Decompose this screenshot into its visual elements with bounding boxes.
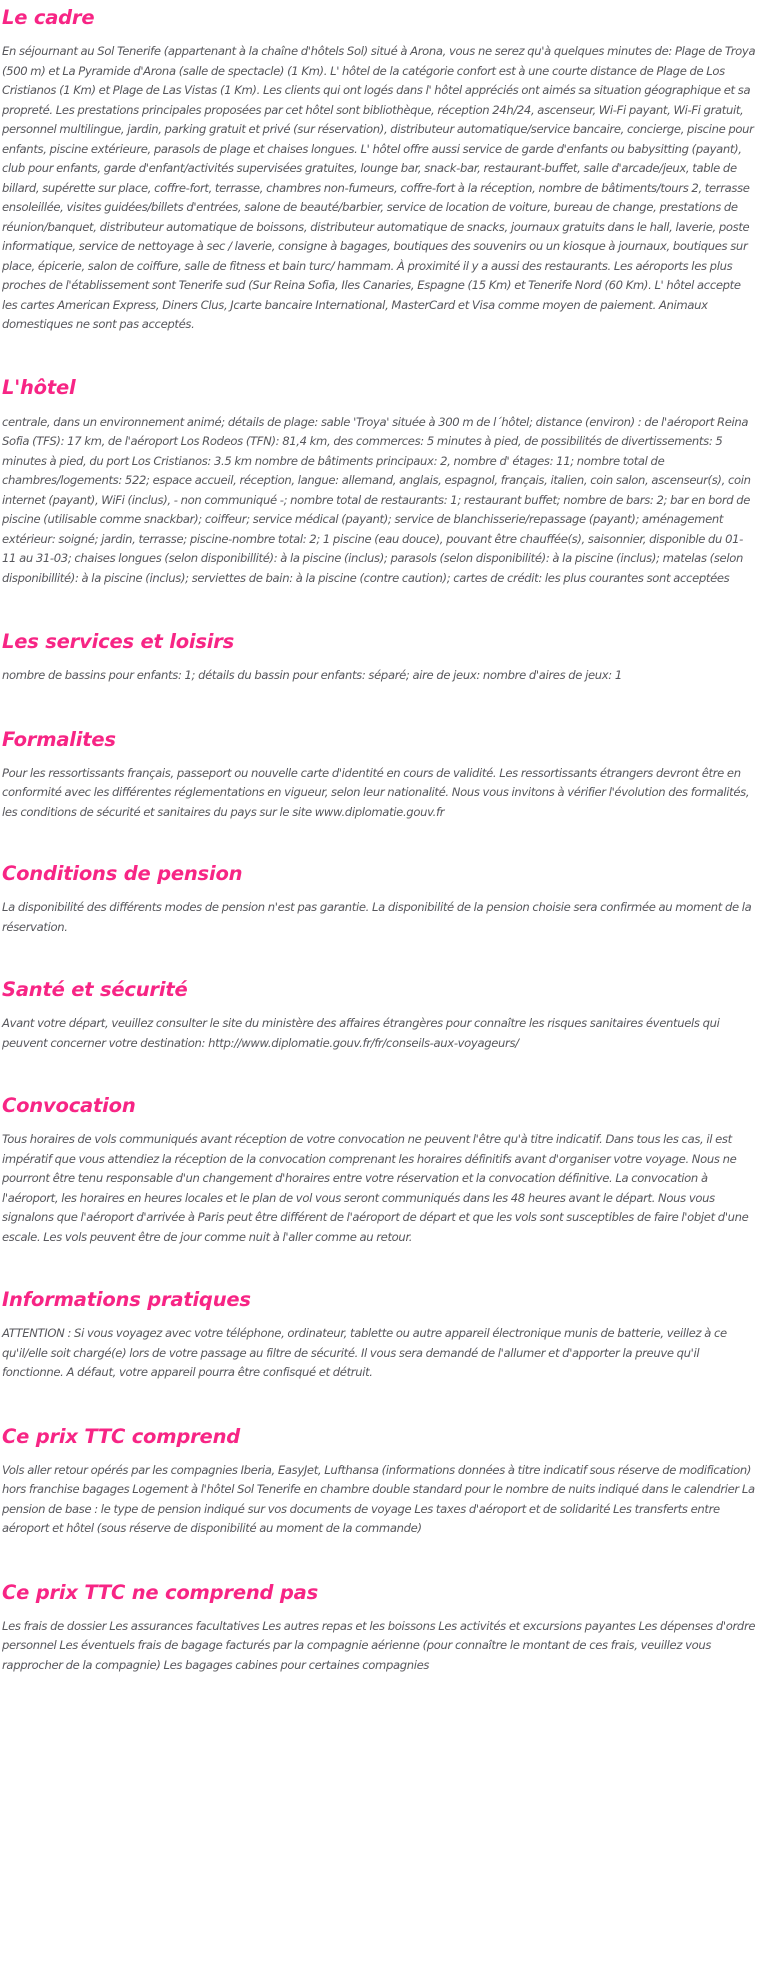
section-informations-pratiques: [2, 1247, 756, 1383]
section-body-l-hotel: centrale, dans un environnement animé; détails de plage: sable 'Troya' située à 300 m de l´hôtel; distance (environ) : de l'aéroport Reina Sofia (TFS): 17 km, de l'aéroport Los Rodeos (TFN): 81,4 km, des commerces: 5 minutes à pied, de possibilités de divertissements: 5 minutes à pied, du port Los Cristianos: 3.5 km nombre de bâtiments principaux: 2, nombre d' étages: 11; nombre total de chambres/logements: 522; espace accueil, réception, langue: allemand, anglais, espagnol, français, italien, coin salon, ascenseur(s), coin internet (payant), WiFi (inclus), - non communiqué -; nombre total de restaurants: 1; restaurant buffet; nombre de bars: 2; bar en bord de piscine (utilisable comme snackbar); coiffeur; service médical (payant); service de blanchisserie/repassage (payant); aménagement extérieur: soigné; jardin, terrasse; piscine-nombre total: 2; 1 piscine (eau douce), pouvant être chauffée(s), saisonnier, disponible du 01-11 au 31-03; chaises longues (selon disponibillité): à la piscine (inclus); parasols (selon disponibilité): à la piscine (inclus); matelas (selon disponibillité): à la piscine (inclus); serviettes de bain: à la piscine (contre caution); cartes de crédit: les plus courantes sont acceptées: [2, 414, 751, 585]
section-body-formalites: Pour les ressortissants français, passeport ou nouvelle carte d'identité en cours de validité. Les ressortissants étrangers devront être en conformité avec les différentes réglementations en vigueur, selon leur nationalité. Nous vous invitons à vérifier l'évolution des formalités, les conditions de sécurité et sanitaires du pays sur le site www.diplomatie.gouv.fr: [2, 765, 750, 819]
section-ce-prix-ttc-comprend: [2, 1383, 756, 1539]
section-heading-informations-pratiques: Informations pratiques: [2, 1288, 251, 1311]
section-body-sante-et-securite: Avant votre départ, veuillez consulter le site du ministère des affaires étrangères pour connaître les risques sanitaires éventuels qui peuvent concerner votre destination: http://www.diplomatie.gouv.fr/fr/conseils-aux-voyageurs/: [2, 1016, 720, 1050]
section-heading-le-cadre: Le cadre: [2, 6, 95, 29]
section-body-informations-pratiques: ATTENTION : Si vous voyagez avec votre téléphone, ordinateur, tablette ou autre appareil électronique munis de batterie, veillez à ce qu'il/elle soit chargé(e) lors de votre passage au filtre de sécurité. Il vous sera demandé de l'allumer et d'apporter la preuve qu'il fonctionne. A défaut, votre appareil pourra être confisqué et détruit.: [2, 1326, 727, 1379]
section-ce-prix-ttc-ne-comprend-pas: [2, 1539, 756, 1676]
section-body-convocation: Tous horaires de vols communiqués avant réception de votre convocation ne peuvent l'être qu'à titre indicatif. Dans tous les cas, il est impératif que vous attendiez la réception de la convocation comprenant les horaires définitifs avant d'organiser votre voyage. Nous ne pourront être tenu responsable d'un changement d'horaires entre votre réservation et la convocation définitive. La convocation à l'aéroport, les horaires en heures locales et le plan de vol vous seront communiqués dans les 48 heures avant le départ. Nous vous signalons que l'aéroport d'arrivée à Paris peut être différent de l'aéroport de départ et que les vols sont susceptibles de faire l'objet d'une escale. Les vols peuvent être de jour comme nuit à l'aller comme au retour.: [2, 1132, 749, 1244]
section-body-conditions-de-pension: La disponibilité des différents modes de pension n'est pas garantie. La disponibilité de la pension choisie sera confirmée au moment de la réservation.: [2, 900, 752, 934]
section-heading-les-services-et-loisirs: Les services et loisirs: [2, 630, 235, 653]
section-body-ce-prix-ttc-ne-comprend-pas: Les frais de dossier Les assurances facultatives Les autres repas et les boissons Les activités et excursions payantes Les dépenses d'ordre personnel Les éventuels frais de bagage facturés par la compagnie aérienne (pour connaître le montant de ces frais, veuillez vous rapprocher de la compagnie) Les bagages cabines pour certaines compagnies: [2, 1618, 756, 1672]
section-heading-conditions-de-pension: Conditions de pension: [2, 862, 243, 885]
section-le-cadre: [2, 0, 756, 335]
section-body-le-cadre: En séjournant au Sol Tenerife (appartenant à la chaîne d'hôtels Sol) situé à Arona, vous ne serez qu'à quelques minutes de: Plage de Troya (500 m) et La Pyramide d'Arona (salle de spectacle) (1 Km). L' hôtel de la catégorie confort est à une courte distance de Plage de Los Cristianos (1 Km) et Plage de Las Vistas (1 Km). Les clients qui ont logés dans l' hôtel appréciés ont aimés sa situation géographique et sa propreté. Les prestations principales proposées par cet hôtel sont bibliothèque, réception 24h/24, ascenseur, Wi-Fi payant, Wi-Fi gratuit, personnel multilingue, jardin, parking gratuit et privé (sur réservation), distributeur automatique/service bancaire, concierge, piscine pour enfants, piscine extérieure, parasols de plage et chaises longues. L' hôtel offre aussi service de garde d'enfants ou babysitting (payant), club pour enfants, garde d'enfant/activités supervisées gratuites, lounge bar, snack-bar, restaurant-buffet, salle d'arcade/jeux, table de billard, supérette sur place, coffre-fort, terrasse, chambres non-fumeurs, coffre-fort à la réception, nombre de bâtiments/tours 2, terrasse ensoleillée, visites guidées/billets d'entrées, salone de beauté/barbier, service de location de voiture, bureau de change, prestations de réunion/banquet, distributeur automatique de boissons, distributeur automatique de snacks, journaux gratuits dans le hall, laverie, poste informatique, service de nettoyage à sec / laverie, consigne à bagages, boutiques des souvenirs ou un kiosque à journaux, boutiques sur place, épicerie, salon de coiffure, salle de fitness et bain turc/ hammam. À proximité il y a aussi des restaurants. Les aéroports les plus proches de l'établissement sont Tenerife sud (Sur Reina Sofia, Iles Canaries, Espagne (15 Km) et Tenerife Nord (60 Km). L' hôtel accepte les cartes American Express, Diners Clus, Jcarte bancaire International, MasterCard et Visa comme moyen de paiement. Animaux domestiques ne sont pas acceptés.: [2, 44, 756, 331]
section-heading-sante-et-securite: Santé et sécurité: [2, 978, 188, 1001]
section-heading-formalites: Formalites: [2, 727, 116, 751]
section-formalites: [2, 686, 756, 823]
section-heading-ce-prix-ttc-comprend: Ce prix TTC comprend: [2, 1424, 241, 1448]
section-convocation: [2, 1053, 756, 1247]
section-body-les-services-et-loisirs: nombre de bassins pour enfants: 1; détails du bassin pour enfants: séparé; aire de jeux: nombre d'aires de jeux: 1: [2, 668, 622, 682]
section-l-hotel: [2, 335, 756, 589]
section-body-ce-prix-ttc-comprend: Vols aller retour opérés par les compagnies Iberia, EasyJet, Lufthansa (informations données à titre indicatif sous réserve de modification) hors franchise bagages Logement à l'hôtel Sol Tenerife en chambre double standard pour le nombre de nuits indiqué dans le calendrier La pension de base : le type de pension indiqué sur vos documents de voyage Les taxes d'aéroport et de solidarité Les transferts entre aéroport et hôtel (sous réserve de disponibilité au moment de la commande): [2, 1462, 755, 1535]
section-sante-et-securite: [2, 937, 756, 1053]
section-heading-ce-prix-ttc-ne-comprend-pas: Ce prix TTC ne comprend pas: [2, 1580, 319, 1604]
section-heading-convocation: Convocation: [2, 1094, 136, 1117]
section-heading-l-hotel: L'hôtel: [2, 375, 76, 399]
section-les-services-et-loisirs: [2, 588, 756, 686]
section-conditions-de-pension: [2, 822, 756, 937]
